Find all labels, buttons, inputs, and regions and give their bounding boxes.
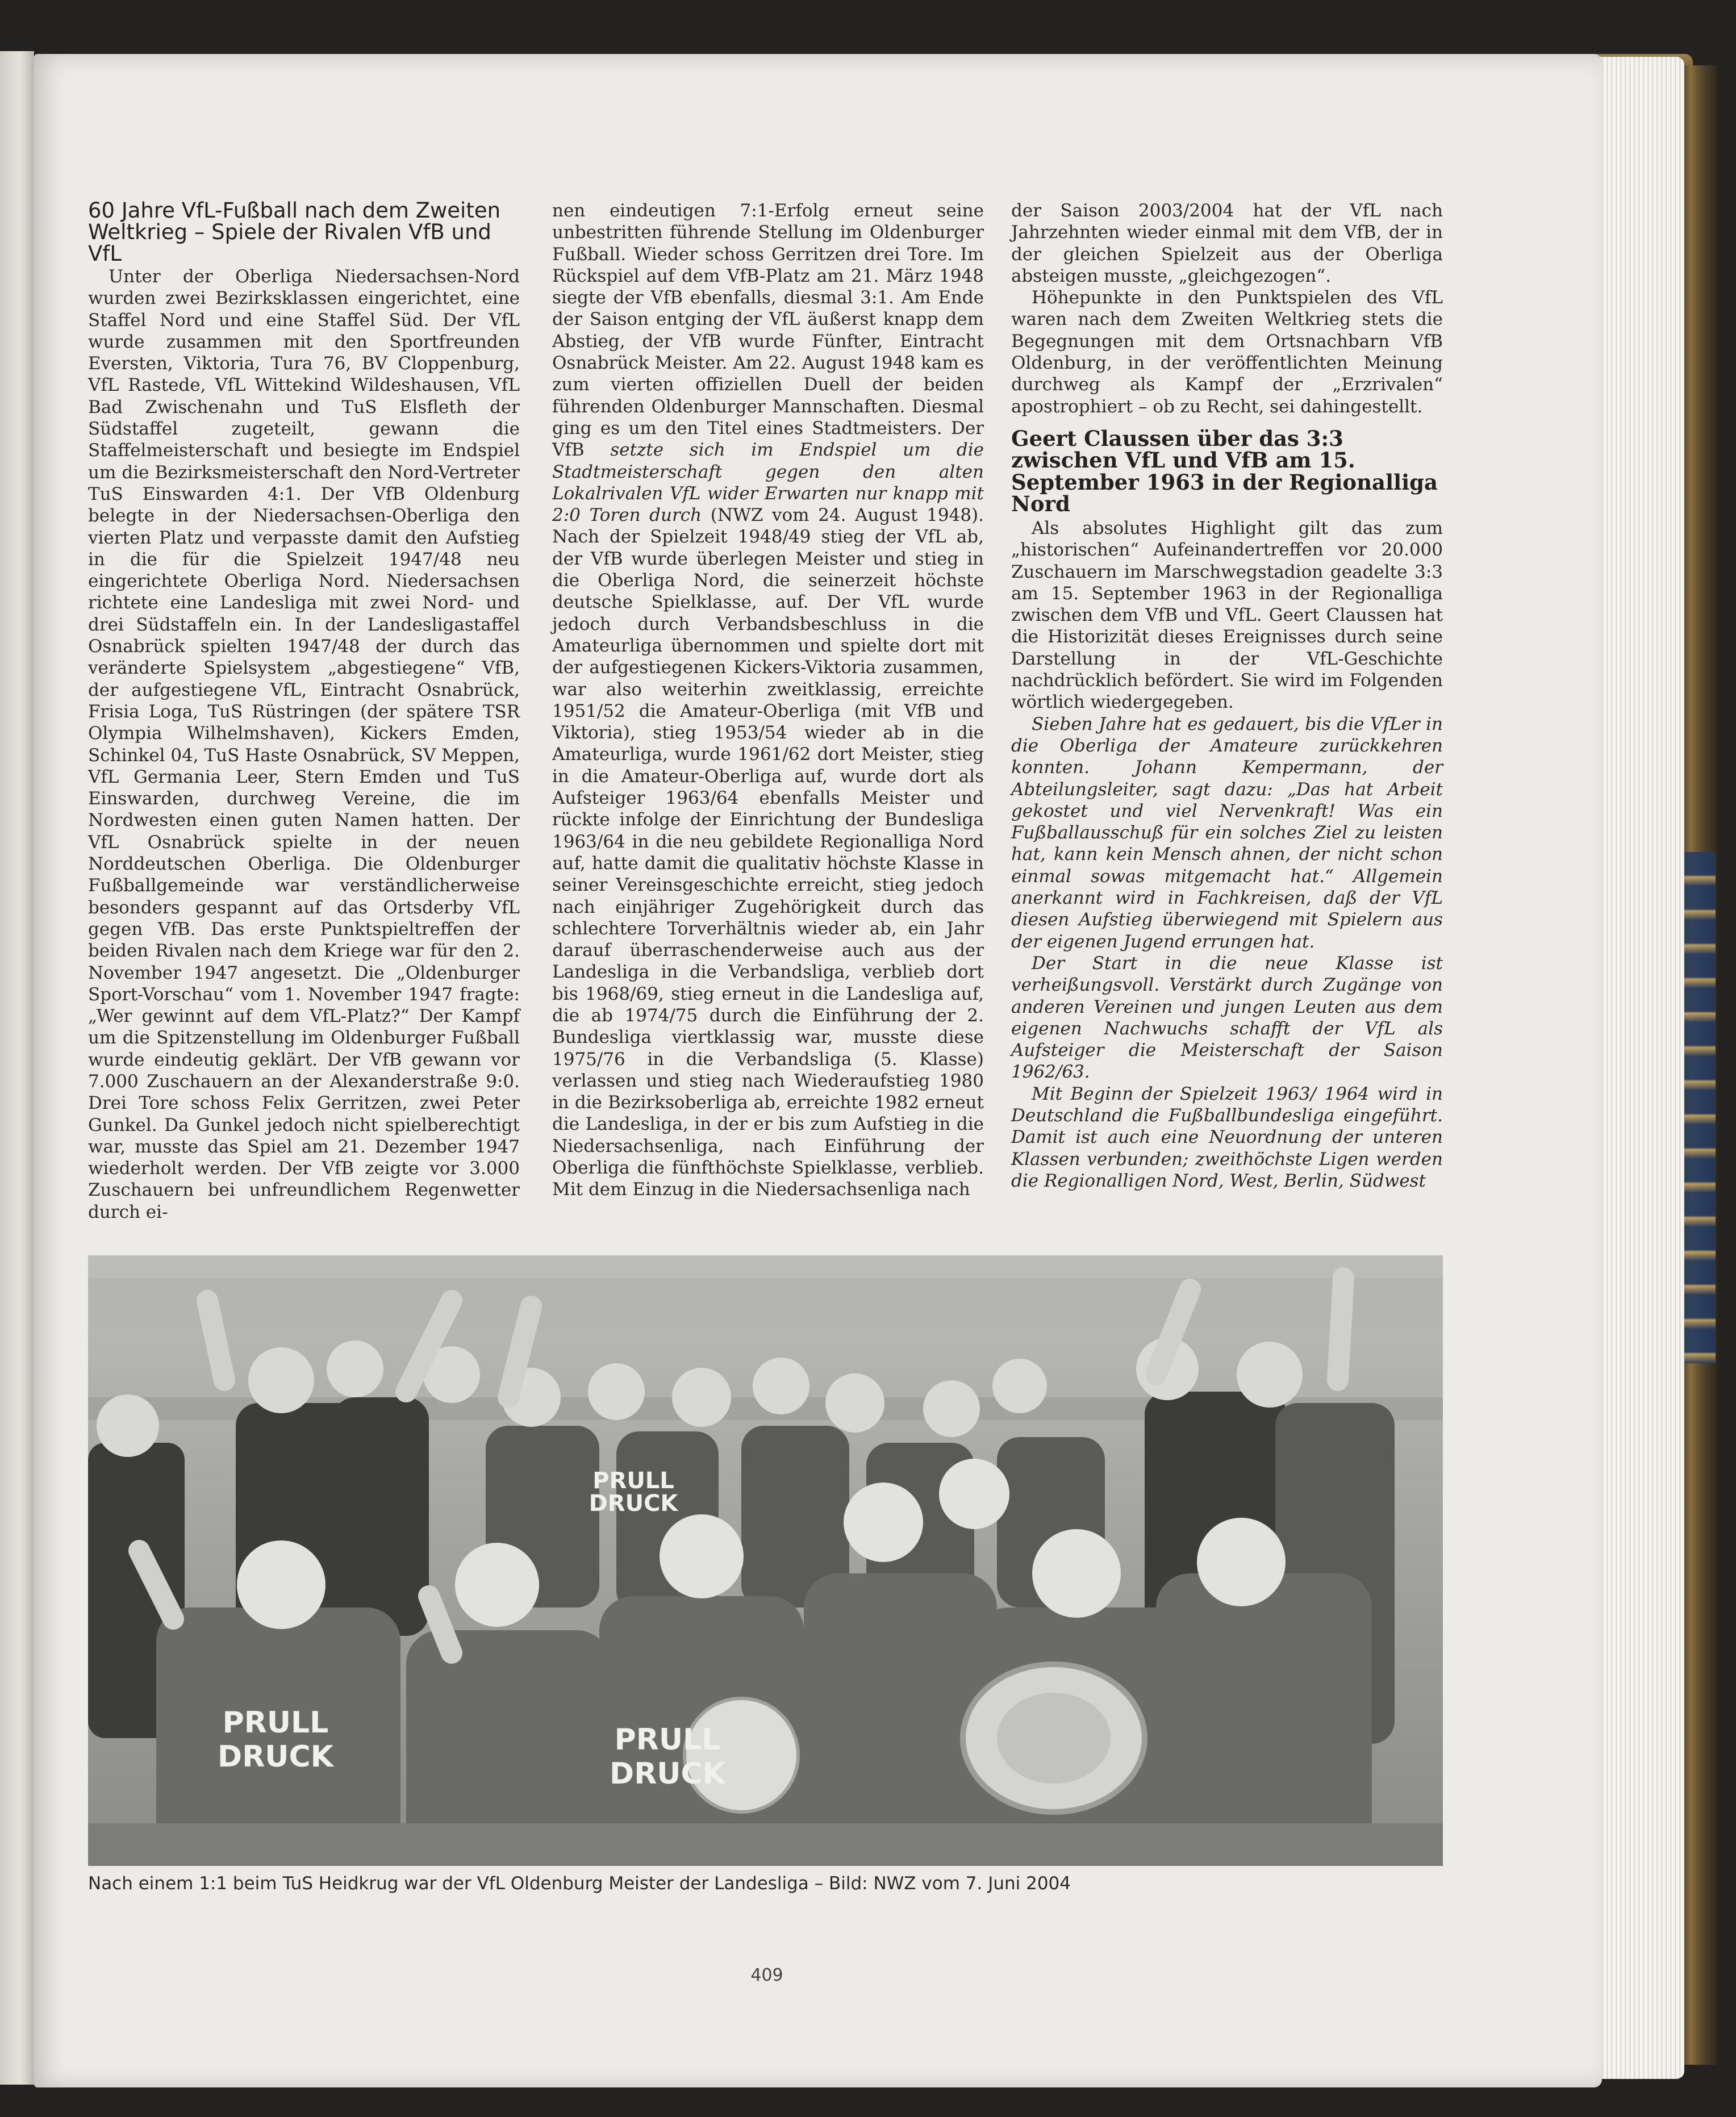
page-number: 409: [750, 1965, 783, 1985]
paragraph: Höhepunkte in den Punktspielen des VfL waren nach dem Zweiten Weltkrieg stets die Begegnungen mit dem Ortsnachbarn VfB Oldenburg, in der veröffentlichten Meinung durchweg als Kampf der „Erzrivalen“ apostrophiert – ob zu Recht, sei dahingestellt.: [1011, 287, 1443, 417]
text-column-2: [552, 200, 984, 1201]
jersey-text-prull: PRULL: [614, 1723, 721, 1757]
jersey-text-prull: PRULL: [222, 1706, 329, 1740]
jersey-text-druck: DRUCK: [610, 1757, 725, 1791]
quoted-paragraph: Sieben Jahre hat es gedauert, bis die VfLer in die Oberliga der Amateure zurückkehren konnten. Johann Kempermann, der Abteilungsleiter, sagt dazu: „Das hat Arbeit gekostet und viel Nervenkraft! Was ein Fußballausschuß für ein solches Ziel zu leisten hat, kann kein Mensch ahnen, der nicht schon einmal sowas mitgemacht hat.“ Allgemein anerkannt wird in Fachkreisen, daß der VfL diesen Aufstieg überwiegend mit Spielern aus der eigenen Jugend errungen hat.: [1011, 713, 1443, 952]
jersey-text-druck: DRUCK: [589, 1490, 678, 1517]
section-heading: Geert Claussen über das 3:3 zwischen VfL und VfB am 15. September 1963 in der Regionalliga Nord: [1011, 425, 1438, 517]
paragraph-text: (NWZ vom 24. August 1948). Nach der Spielzeit 1948/49 stieg der VfL ab, der VfB wurde überlegen Meister und stieg in die Oberliga Nord, die seinerzeit höchste deutsche Spielklasse, auf. Der VfL wurde jedoch durch Verbandsbeschluss in die Amateurliga übernommen und spielte dort mit der aufgestiegenen Kickers-Viktoria zusammen, war also weiterhin zweitklassig, erreichte 1951/52 die Amateur-Oberliga (mit VfB und Viktoria), stieg 1953/54 wieder ab in die Amateurliga, wurde 1961/62 dort Meister, stieg in die Amateur-Oberliga auf, wurde dort als Aufsteiger 1963/64 ebenfalls Meister und rückte infolge der Einrichtung der Bundesliga 1963/64 in die neu gebildete Regionalliga Nord auf, hatte damit die qualitativ höchste Klasse in seiner Vereinsgeschichte erreicht, stieg jedoch nach einjähriger Zugehörigkeit durch das schlechtere Torverhältnis wieder ab, ein Jahr darauf überraschenderweise auch aus der Landesliga in die Verbandsliga, verblieb dort bis 1968/69, stieg erneut in die Landesliga auf, die ab 1974/75 durch die Einführung der 2. Bundesliga viertklassig war, musste diese 1975/76 in die Verbandsliga (5. Klasse) verlassen und stieg nach Wiederaufstieg 1980 in die Bezirksoberliga ab, erreichte 1982 erneut die Landesliga, in der er bis zum Aufstieg in die Niedersachsenliga, nach Einführung der Oberliga die fünfthöchste Spielklasse, verblieb. Mit dem Einzug in die Niedersachsenliga nach: [552, 505, 984, 1200]
paragraph: [552, 200, 984, 1201]
left-page-edge: [0, 51, 34, 2085]
paragraph-text: nen eindeutigen 7:1-Erfolg erneut seine unbestritten führende Stellung im Oldenburger Fußball. Wieder schoss Gerritzen drei Tore. Im Rückspiel auf dem VfB-Platz am 21. März 1948 siegte der VfB ebenfalls, diesmal 3:1. Am Ende der Saison entging der VfL äußerst knapp dem Abstieg, der VfB wurde Fünfter, Eintracht Osnabrück Meister. Am 22. August 1948 kam es zum vierten offiziellen Duell der beiden führenden Oldenburger Mannschaften. Diesmal ging es um den Titel eines Stadtmeisters. Der VfB: [552, 201, 984, 461]
text-column-1: [88, 200, 520, 1223]
team-photo: [88, 1255, 1443, 1866]
jersey-text-druck: DRUCK: [218, 1740, 333, 1774]
book-spine-pattern: [1681, 852, 1716, 1363]
article-heading: 60 Jahre VfL-Fußball nach dem Zweiten Weltkrieg – Spiele der Rivalen VfB und VfL: [88, 198, 501, 266]
photo-caption: Nach einem 1:1 beim TuS Heidkrug war der VfL Oldenburg Meister der Landesliga – Bild: NWZ vom 7. Juni 2004: [88, 1873, 1071, 1894]
paragraph: der Saison 2003/2004 hat der VfL nach Jahrzehnten wieder einmal mit dem VfB, der in der gleichen Spielzeit aus der Oberliga absteigen musste, „gleichgezogen“.: [1011, 201, 1443, 286]
page-stack-edges: [1599, 57, 1684, 2079]
text-column-3: [1011, 200, 1443, 1192]
paragraph: Als absolutes Highlight gilt das zum „historischen“ Aufeinandertreffen vor 20.000 Zuschauern im Marschwegstadion geadelte 3:3 am 15. September 1963 in der Regionalliga zwischen dem VfB und VfL. Geert Claussen hat die Historizität dieses Ereignisses durch seine Darstellung in der VfL-Geschichte nachdrücklich befördert. Sie wird im Folgenden wörtlich wiedergegeben.: [1011, 517, 1443, 713]
quoted-text: setzte sich im Endspiel um die Stadtmeisterschaft gegen den alten Lokalrivalen VfL wider Erwarten nur knapp mit 2:0 Toren durch: [552, 440, 984, 526]
quoted-paragraph: Der Start in die neue Klasse ist verheißungsvoll. Verstärkt durch Zugänge von anderen Vereinen und jungen Leuten aus dem eigenen Nachwuchs schafft der VfL als Aufsteiger die Meisterschaft der Saison 1962/63.: [1011, 953, 1443, 1083]
team-photo-illustration: [88, 1255, 1443, 1866]
quoted-paragraph: Mit Beginn der Spielzeit 1963/ 1964 wird in Deutschland die Fußballbundesliga eingeführt. Damit ist auch eine Neuordnung der unteren Klassen verbunden; zweithöchste Ligen werden die Regionalligen Nord, West, Berlin, Südwest: [1011, 1083, 1443, 1191]
jersey-text-prull: PRULL: [592, 1468, 674, 1494]
paragraph: Unter der Oberliga Niedersachsen-Nord wurden zwei Bezirksklassen eingerichtet, eine Staffel Nord und eine Staffel Süd. Der VfL wurde zusammen mit den Sportfreunden Eversten, Viktoria, Tura 76, BV Cloppenburg, VfL Rastede, VfL Wittekind Wildeshausen, VfL Bad Zwischenahn und TuS Elsfleth der Südstaffel zugeteilt, gewann die Staffelmeisterschaft und besiegte im Endspiel um die Bezirksmeisterschaft den Nord-Vertreter TuS Einswarden 4:1. Der VfB Oldenburg belegte in der Niedersachsen-Oberliga den vierten Platz und verpasste damit den Aufstieg in die für die Spielzeit 1947/48 neu eingerichtete Oberliga Nord. Niedersachsen richtete eine Landesliga mit zwei Nord- und drei Südstaffeln ein. In der Landesligastaffel Osnabrück spielten 1947/48 der durch das veränderte Spielsystem „abgestiegene“ VfB, der aufgestiegene VfL, Eintracht Osnabrück, Frisia Loga, TuS Rüstringen (der spätere TSR Olympia Wilhelmshaven), Kickers Emden, Schinkel 04, TuS Haste Osnabrück, SV Meppen, VfL Germania Leer, Stern Emden und TuS Einswarden, durchweg Vereine, die im Nordwesten einen guten Namen hatten. Der VfL Osnabrück spielte in der neuen Norddeutschen Oberliga. Die Oldenburger Fußballgemeinde war verständlicherweise besonders gespannt auf das Ortsderby VfL gegen VfB. Das erste Punktspieltreffen der beiden Rivalen nach dem Kriege war für den 2. November 1947 angesetzt. Die „Oldenburger Sport-Vorschau“ vom 1. November 1947 fragte: „Wer gewinnt auf dem VfL-Platz?“ Der Kampf um die Spitzenstellung im Oldenburger Fußball wurde eindeutig geklärt. Der VfB gewann vor 7.000 Zuschauern an der Alexanderstraße 9:0. Drei Tore schoss Felix Gerritzen, zwei Peter Gunkel. Da Gunkel jedoch nicht spielberechtigt war, musste das Spiel am 21. Dezember 1947 wiederholt werden. Der VfB zeigte vor 3.000 Zuschauern bei unfreundlichem Regenwetter durch ei-: [88, 266, 520, 1222]
